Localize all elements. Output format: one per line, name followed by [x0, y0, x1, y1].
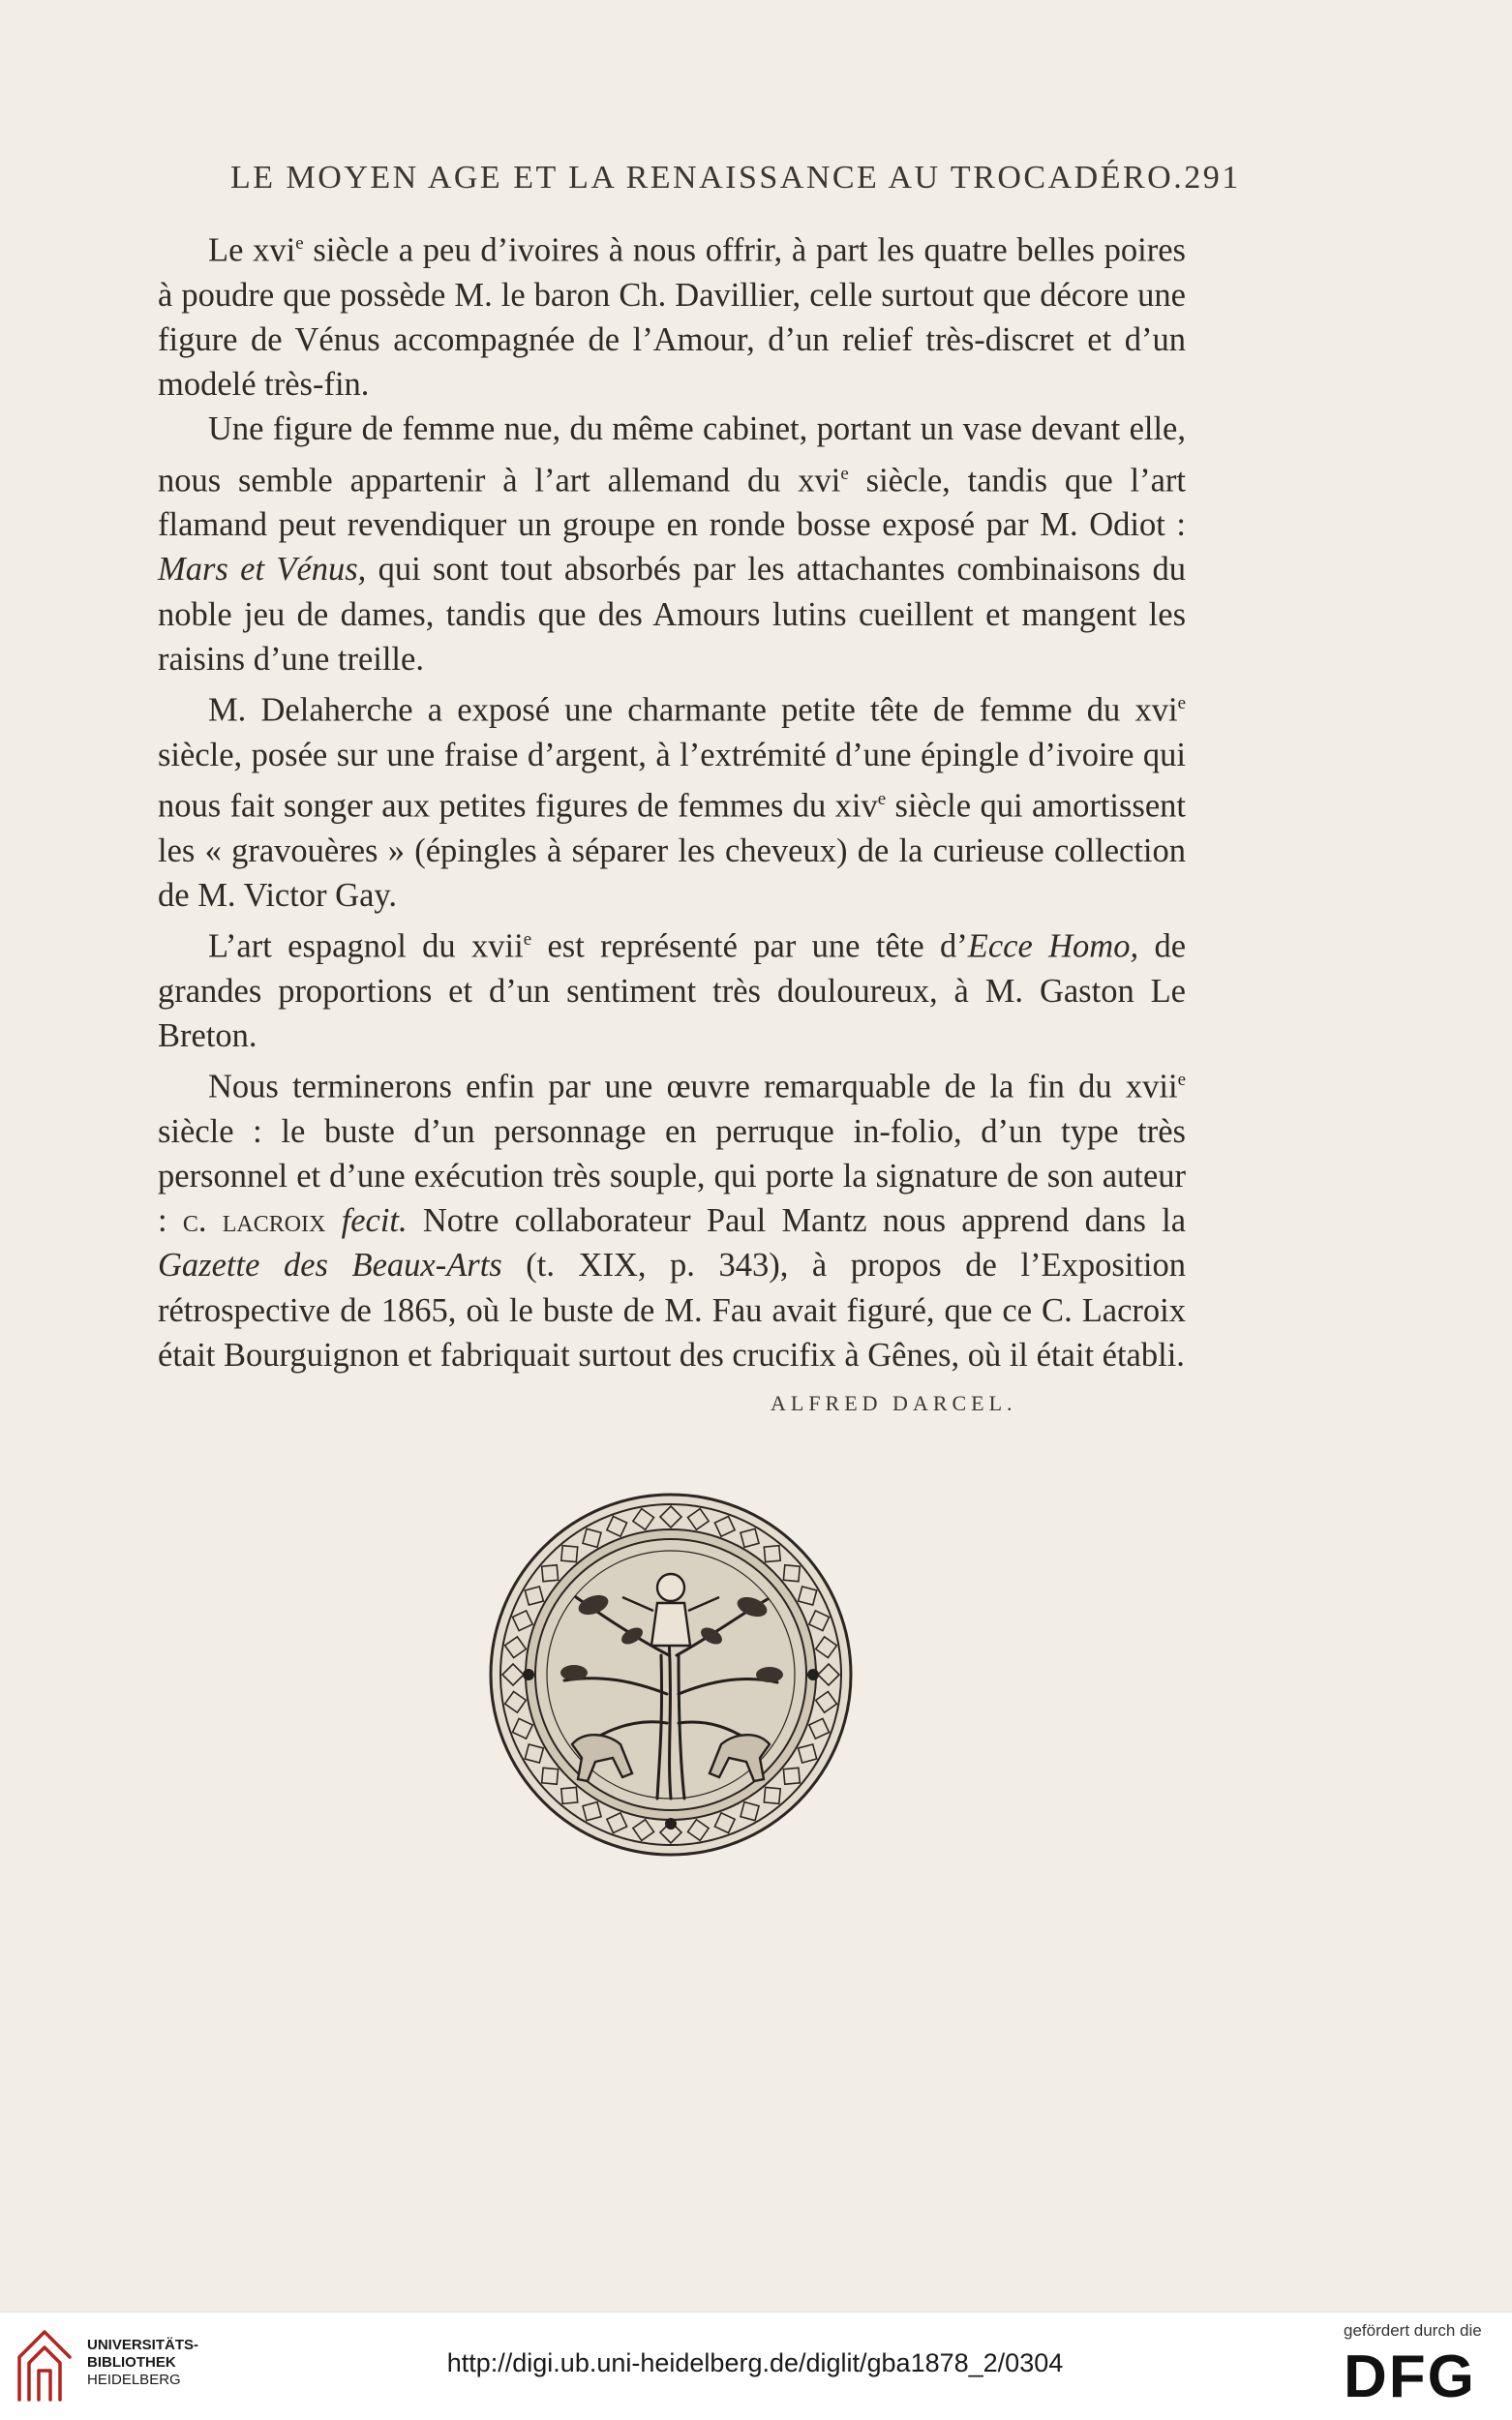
text-run: siècle, posée sur une fraise d’argent, à l’extrémité d’une épingle d’ivoire qui nous fait songer aux petites figures de femmes du xiv	[158, 736, 1186, 825]
text-run: siècle a peu d’ivoires à nous offrir, à part les quatre belles poires à poudre que possède M. le baron Ch. Davillier, celle surtout que décore une figure de Vénus accompagnée de l’Amour, d’un relief très-discret et d’un modelé très-fin.	[158, 231, 1186, 404]
text-run: est représenté par une tête d’	[531, 927, 968, 965]
superscript: e	[877, 788, 887, 809]
body-text	[158, 222, 1186, 1377]
paragraph	[158, 1058, 1186, 1377]
superscript: e	[1177, 693, 1186, 714]
text-run: siècle qui amortissent les « gravouères » (épingles à séparer les cheveux) de la curieuse collection de M. Victor Gay.	[158, 787, 1187, 914]
superscript: e	[840, 463, 849, 484]
author-signature: ALFRED DARCEL.	[771, 1391, 1017, 1415]
sponsor-caption: gefördert durch die	[1344, 2321, 1482, 2340]
page-number: 291	[1184, 160, 1241, 196]
superscript: e	[295, 233, 304, 254]
text-run: Notre collaborateur Paul Mantz nous apprend dans la	[407, 1202, 1187, 1240]
text-run: Une figure de femme nue, du même cabinet, portant un vase devant elle, nous semble appartenir à l’art allemand du xvi	[158, 410, 1186, 499]
library-name	[87, 2337, 198, 2389]
paragraph	[158, 681, 1186, 918]
text-run: (t. XIX, p. 343), à propos de l’Exposition rétrospective de 1865, où le buste de M. Fau avait figuré, que ce C. Lacroix était Bourguignon et fabriquait surtout des crucifix à Gênes, où il était établi.	[158, 1247, 1186, 1374]
dfg-logo: DFG	[1344, 2344, 1476, 2410]
library-line-3: HEIDELBERG	[87, 2372, 181, 2388]
library-line-2: BIBLIOTHEK	[87, 2354, 176, 2371]
running-title: LE MOYEN AGE ET LA RENAISSANCE AU TROCADÉRO.	[230, 160, 1185, 196]
italic-text: Mars et Vénus,	[158, 551, 367, 589]
text-run: siècle : le buste d’un personnage en perruque in-folio, d’un type très personnel et d’une exécution très souple, qui porte la signature de son auteur :	[158, 1112, 1186, 1240]
italic-text: Ecce Homo,	[967, 927, 1139, 965]
paragraph	[158, 407, 1186, 681]
text-run: M. Delaherche a exposé une charmante petite tête de femme du xvi	[208, 691, 1178, 729]
small-caps-text: c. lacroix	[182, 1202, 326, 1240]
superscript: e	[1177, 1070, 1186, 1091]
text-run: Nous terminerons enfin par une œuvre remarquable de la fin du xvii	[208, 1068, 1178, 1105]
text-run: siècle, tandis que l’art flamand peut revendiquer un groupe en ronde bosse exposé par M. Odiot :	[158, 462, 1186, 544]
text-run: de grandes proportions et d’un sentiment très douloureux, à M. Gaston Le Breton.	[158, 927, 1187, 1054]
superscript: e	[523, 929, 532, 951]
university-library-logo-icon	[14, 2318, 77, 2405]
permalink-url[interactable]: http://digi.ub.uni-heidelberg.de/diglit/gba1878_2/0304	[446, 2348, 1064, 2377]
italic-text: fecit.	[341, 1202, 408, 1240]
text-run: L’art espagnol du xvii	[208, 927, 524, 965]
paragraph	[158, 222, 1186, 407]
paragraph	[158, 918, 1186, 1058]
library-line-1: UNIVERSITÄTS-	[87, 2337, 199, 2353]
italic-text: Gazette des Beaux-Arts	[158, 1247, 502, 1285]
text-run: Le xvi	[208, 231, 296, 269]
text-run	[325, 1202, 341, 1239]
text-run: qui sont tout absorbés par les attachantes combinaisons du noble jeu de dames, tandis que des Amours lutins cueillent et mangent les raisins d’une treille.	[158, 551, 1186, 678]
running-header	[230, 160, 1241, 197]
carved-ivory-medallion-icon	[487, 1491, 855, 1859]
